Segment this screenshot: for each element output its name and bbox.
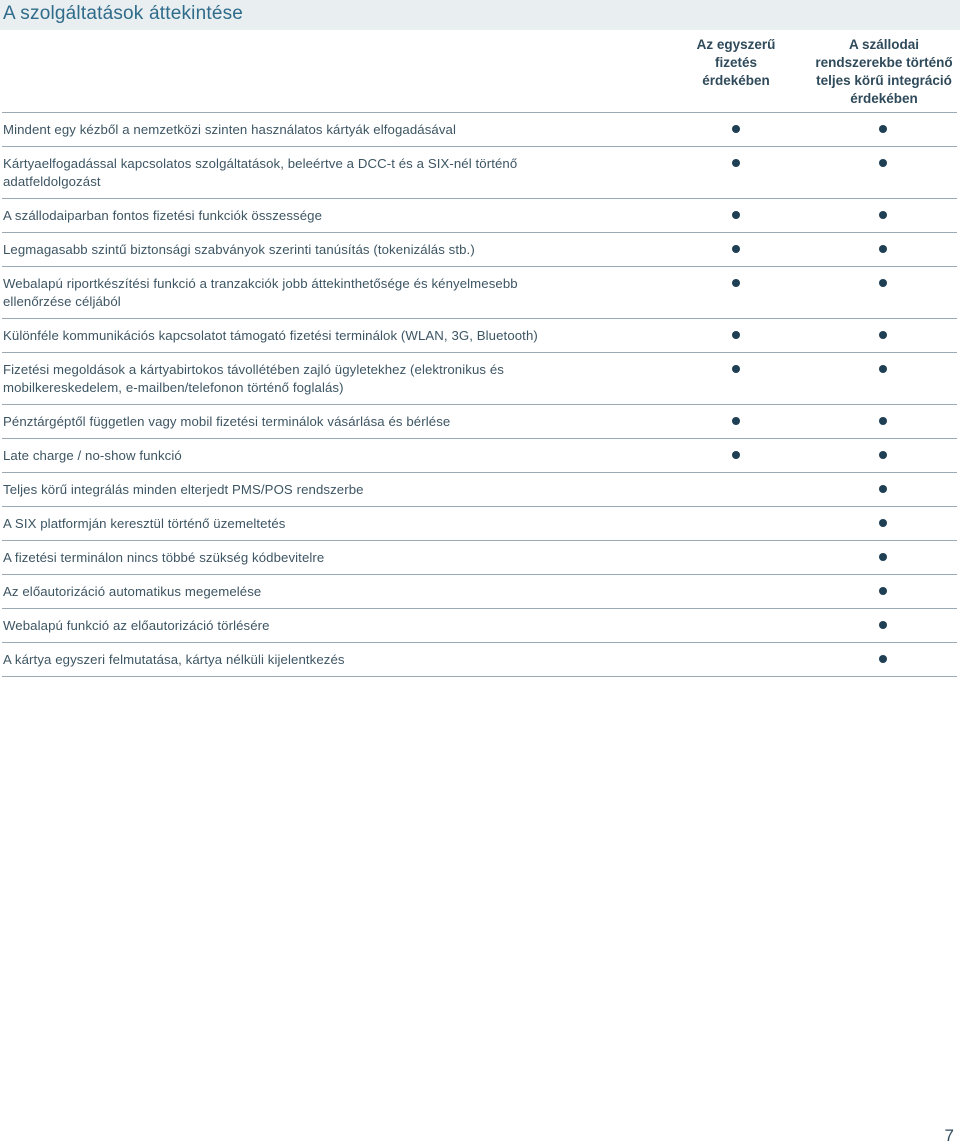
bullet-dot-icon (732, 125, 740, 133)
table-row (2, 609, 957, 643)
bullet-dot-icon (879, 587, 887, 595)
column-header-simple-payment: Az egyszerű fizetés érdekében (696, 37, 776, 88)
table-row (2, 575, 957, 609)
row-label: A fizetési terminálon nincs többé szükség kódbevitelre (3, 550, 325, 565)
row-label: Az előautorizáció automatikus megemelése (3, 584, 262, 599)
bullet-dot-icon (879, 245, 887, 253)
table-row (2, 319, 957, 353)
page-title: A szolgáltatások áttekintése (3, 3, 244, 24)
table-row (2, 199, 957, 233)
table-row (2, 439, 957, 473)
bullet-dot-icon (732, 211, 740, 219)
bullet-dot-icon (732, 279, 740, 287)
bullet-dot-icon (879, 451, 887, 459)
bullet-dot-icon (879, 159, 887, 167)
page-number: 7 (944, 1126, 954, 1145)
column-header-full-integration: A szállodai rendszerekbe történő teljes körű integráció érdekében (815, 37, 953, 106)
row-label: Kártyaelfogadással kapcsolatos szolgáltatások, beleértve a DCC-t és a SIX-nél történő adatfeldolgozást (3, 156, 518, 189)
bullet-dot-icon (879, 211, 887, 219)
table-row (2, 643, 957, 677)
bullet-dot-icon (732, 417, 740, 425)
table-row (2, 473, 957, 507)
row-label: Legmagasabb szintű biztonsági szabványok szerinti tanúsítás (tokenizálás stb.) (3, 242, 475, 257)
bullet-dot-icon (732, 159, 740, 167)
table-row (2, 405, 957, 439)
bullet-dot-icon (879, 125, 887, 133)
row-label: Webalapú riportkészítési funkció a tranzakciók jobb áttekinthetősége és kényelmesebb ellenőrzése céljából (3, 276, 518, 309)
row-label: A szállodaiparban fontos fizetési funkciók összessége (3, 208, 323, 223)
table-row (2, 507, 957, 541)
row-label: Teljes körű integrálás minden elterjedt PMS/POS rendszerbe (3, 482, 364, 497)
bullet-dot-icon (732, 331, 740, 339)
title-bar (0, 0, 960, 30)
services-table (2, 112, 957, 677)
row-label: A SIX platformján keresztül történő üzemeltetés (3, 516, 286, 531)
row-label: Mindent egy kézből a nemzetközi szinten használatos kártyák elfogadásával (3, 122, 456, 137)
row-label: Pénztárgéptől független vagy mobil fizetési terminálok vásárlása és bérlése (3, 414, 451, 429)
row-label: Különféle kommunikációs kapcsolatot támogató fizetési terminálok (WLAN, 3G, Bluetooth) (3, 328, 538, 343)
table-row (2, 233, 957, 267)
bullet-dot-icon (879, 553, 887, 561)
bullet-dot-icon (732, 365, 740, 373)
table-row (2, 541, 957, 575)
bullet-dot-icon (879, 519, 887, 527)
table-row (2, 267, 957, 319)
table-row (2, 353, 957, 405)
row-label: A kártya egyszeri felmutatása, kártya nélküli kijelentkezés (3, 652, 345, 667)
row-label: Late charge / no-show funkció (3, 448, 182, 463)
bullet-dot-icon (732, 451, 740, 459)
bullet-dot-icon (879, 365, 887, 373)
bullet-dot-icon (879, 417, 887, 425)
bullet-dot-icon (879, 485, 887, 493)
table-row (2, 113, 957, 147)
row-label: Fizetési megoldások a kártyabirtokos távollétében zajló ügyletekhez (elektronikus és mobilkereskedelem, e-mailben/telefonon történő foglalás) (3, 362, 504, 395)
row-label: Webalapú funkció az előautorizáció törlésére (3, 618, 270, 633)
bullet-dot-icon (879, 279, 887, 287)
bullet-dot-icon (879, 621, 887, 629)
table-row (2, 147, 957, 199)
bullet-dot-icon (879, 655, 887, 663)
bullet-dot-icon (732, 245, 740, 253)
bullet-dot-icon (879, 331, 887, 339)
